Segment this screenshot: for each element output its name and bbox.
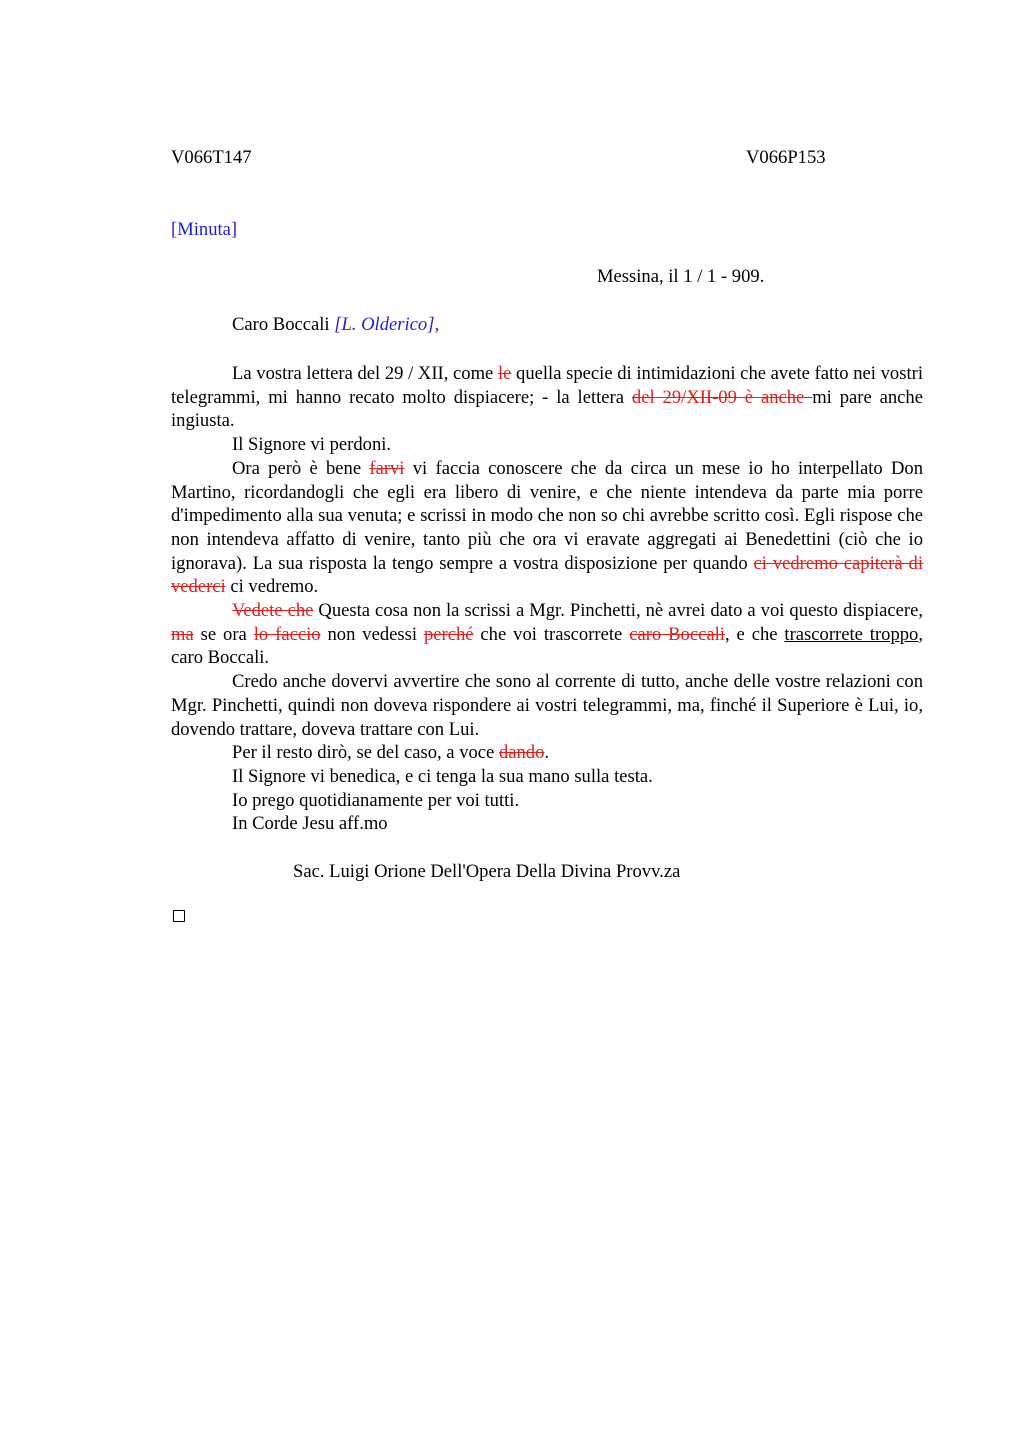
paragraph-8: Io prego quotidianamente per voi tutti. (232, 789, 520, 811)
p1-text-c: mi pare anche ingiusta. (171, 386, 923, 432)
p3-deletion-1: farvi (369, 457, 405, 479)
paragraph-3 (171, 457, 923, 599)
header-left-code: V066T147 (171, 147, 252, 168)
signature: Sac. Luigi Orione Dell'Opera Della Divina Provv.za (293, 861, 681, 882)
minuta-label: [Minuta] (171, 219, 238, 240)
paragraph-7: Il Signore vi benedica, e ci tenga la sua mano sulla testa. (232, 765, 653, 787)
p6-deletion-1: dando (498, 742, 545, 764)
p6-text-b: . (544, 742, 550, 764)
p4-text-a: Questa cosa non la scrissi a Mgr. Pinchetti, nè avrei dato a voi questo dispiacere, (313, 600, 923, 622)
paragraph-2: Il Signore vi perdoni. (232, 434, 392, 456)
p4-underlined-text: trascorrete troppo (784, 623, 919, 645)
p4-deletion-2: ma (171, 623, 194, 645)
p3-deletion-2: ci vedremo capiterà di vederci (171, 552, 923, 598)
salutation (232, 314, 439, 336)
p3-text-b: vi faccia conoscere che da circa un mese io ho interpellato Don Martino, ricordandogli che egli era libero di venire, e che niente intendeva da parte mia porre d'impedimento alla sua venuta; e scrissi in modo che non so chi avrebbe scritto così. Egli rispose che non intendeva affatto di venire, tanto più che ora vi eravate aggregati ai Benedettini (ciò che io ignorava). La sua risposta la tengo sempre a vostra disposizione per quando (171, 457, 923, 574)
p1-deletion-1: le (497, 363, 512, 384)
salutation-text: Caro Boccali (232, 314, 335, 335)
empty-checkbox-icon (173, 910, 185, 922)
paragraph-4 (171, 599, 923, 670)
paragraph-6 (171, 741, 923, 765)
p4-text-f: , caro Boccali. (171, 623, 923, 669)
p4-deletion-1: Vedete che (232, 600, 314, 622)
p1-text-b: quella specie di intimidazioni che avete fatto nei vostri telegrammi, mi hanno recato molto dispiacere; - la lettera (171, 363, 923, 408)
p3-text-c: ci vedremo. (225, 576, 319, 598)
p4-text-c: non vedessi (320, 623, 424, 645)
paragraph-9: In Corde Jesu aff.mo (232, 813, 388, 835)
paragraph-1 (171, 362, 923, 433)
p4-deletion-3: lo faccio (253, 623, 321, 645)
header-right-code: V066P153 (746, 147, 826, 168)
dateline: Messina, il 1 / 1 - 909. (597, 266, 765, 287)
salutation-note: [L. Olderico], (334, 314, 440, 335)
p6-text-a: Per il resto dirò, se del caso, a voce (232, 742, 499, 764)
p3-text-a: Ora però è bene (232, 457, 370, 479)
paragraph-5: Credo anche dovervi avvertire che sono al corrente di tutto, anche delle vostre relazioni con Mgr. Pinchetti, quindi non doveva rispondere ai vostri telegrammi, ma, finché il Superiore è Lui, io, dovendo trattare, doveva trattare con Lui. (171, 671, 923, 740)
p4-text-b: se ora (193, 623, 254, 645)
p4-text-d: che voi trascorrete (473, 623, 630, 645)
p4-deletion-4: perché (423, 623, 474, 645)
p1-text-a: La vostra lettera del 29 / XII, come (232, 363, 498, 384)
letter-body (171, 362, 923, 836)
p4-text-e: , e che (724, 623, 785, 645)
p4-deletion-5: caro Boccali (629, 623, 725, 645)
p1-deletion-2: del 29/XII-09 è anche (631, 386, 813, 408)
